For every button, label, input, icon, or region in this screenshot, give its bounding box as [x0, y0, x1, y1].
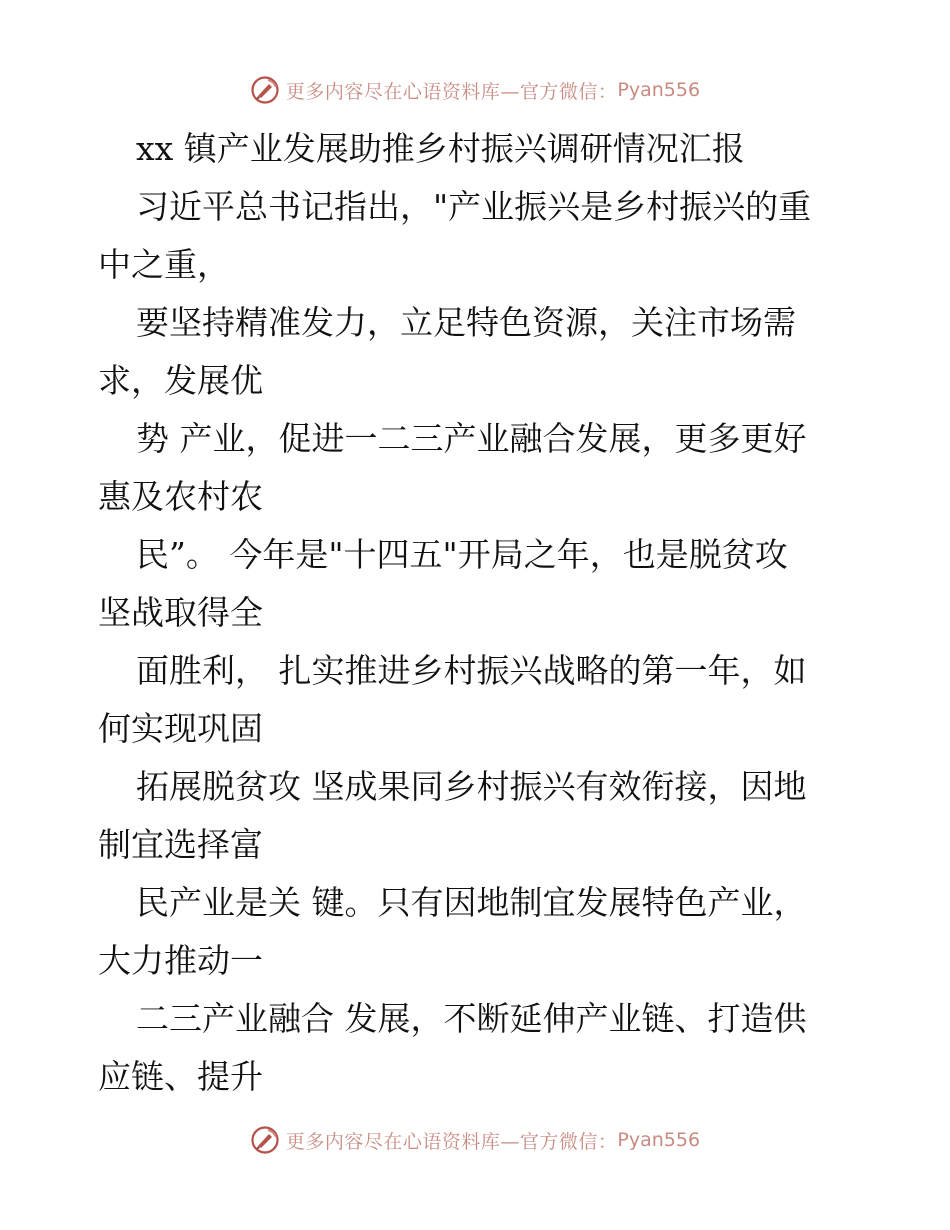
footer-watermark — [0, 1120, 950, 1160]
text-line: 应链、提升 — [98, 1057, 263, 1096]
watermark-wechat-id: Pyan556 — [617, 79, 701, 101]
watermark-wechat-id: Pyan556 — [617, 1129, 701, 1151]
watermark-text: 更多内容尽在心语资料库—官方微信： — [285, 1130, 618, 1153]
text-line: 何实现巩固 — [98, 709, 263, 748]
text-line: 大力推动一 — [98, 941, 263, 980]
text-line: 要坚持精准发力，立足特色资源，关注市场需 — [136, 303, 796, 342]
text-line: 坚战取得全 — [98, 593, 263, 632]
text-line: 惠及农村农 — [98, 477, 263, 516]
document-title: xx 镇产业发展助推乡村振兴调研情况汇报 — [136, 129, 745, 168]
watermark-text: 更多内容尽在心语资料库—官方微信： — [285, 80, 618, 103]
text-line: 制宜选择富 — [98, 825, 263, 864]
header-watermark — [0, 70, 950, 110]
pen-logo-icon — [250, 1125, 280, 1155]
pen-logo-icon — [250, 75, 280, 105]
text-line: 拓展脱贫攻 坚成果同乡村振兴有效衔接，因地 — [136, 767, 807, 806]
text-line: 势 产业，促进一二三产业融合发展，更多更好 — [136, 419, 807, 458]
text-line: 面胜利， 扎实推进乡村振兴战略的第一年，如 — [136, 651, 807, 690]
text-line: 二三产业融合 发展，不断延伸产业链、打造供 — [136, 999, 807, 1038]
text-line: 民产业是关 键。只有因地制宜发展特色产业， — [136, 883, 807, 922]
text-line: 求，发展优 — [98, 361, 263, 400]
text-line: 中之重， — [98, 245, 230, 284]
text-line: 民”。 今年是"十四五"开局之年，也是脱贫攻 — [136, 535, 788, 574]
text-line: 习近平总书记指出，"产业振兴是乡村振兴的重 — [136, 187, 812, 226]
